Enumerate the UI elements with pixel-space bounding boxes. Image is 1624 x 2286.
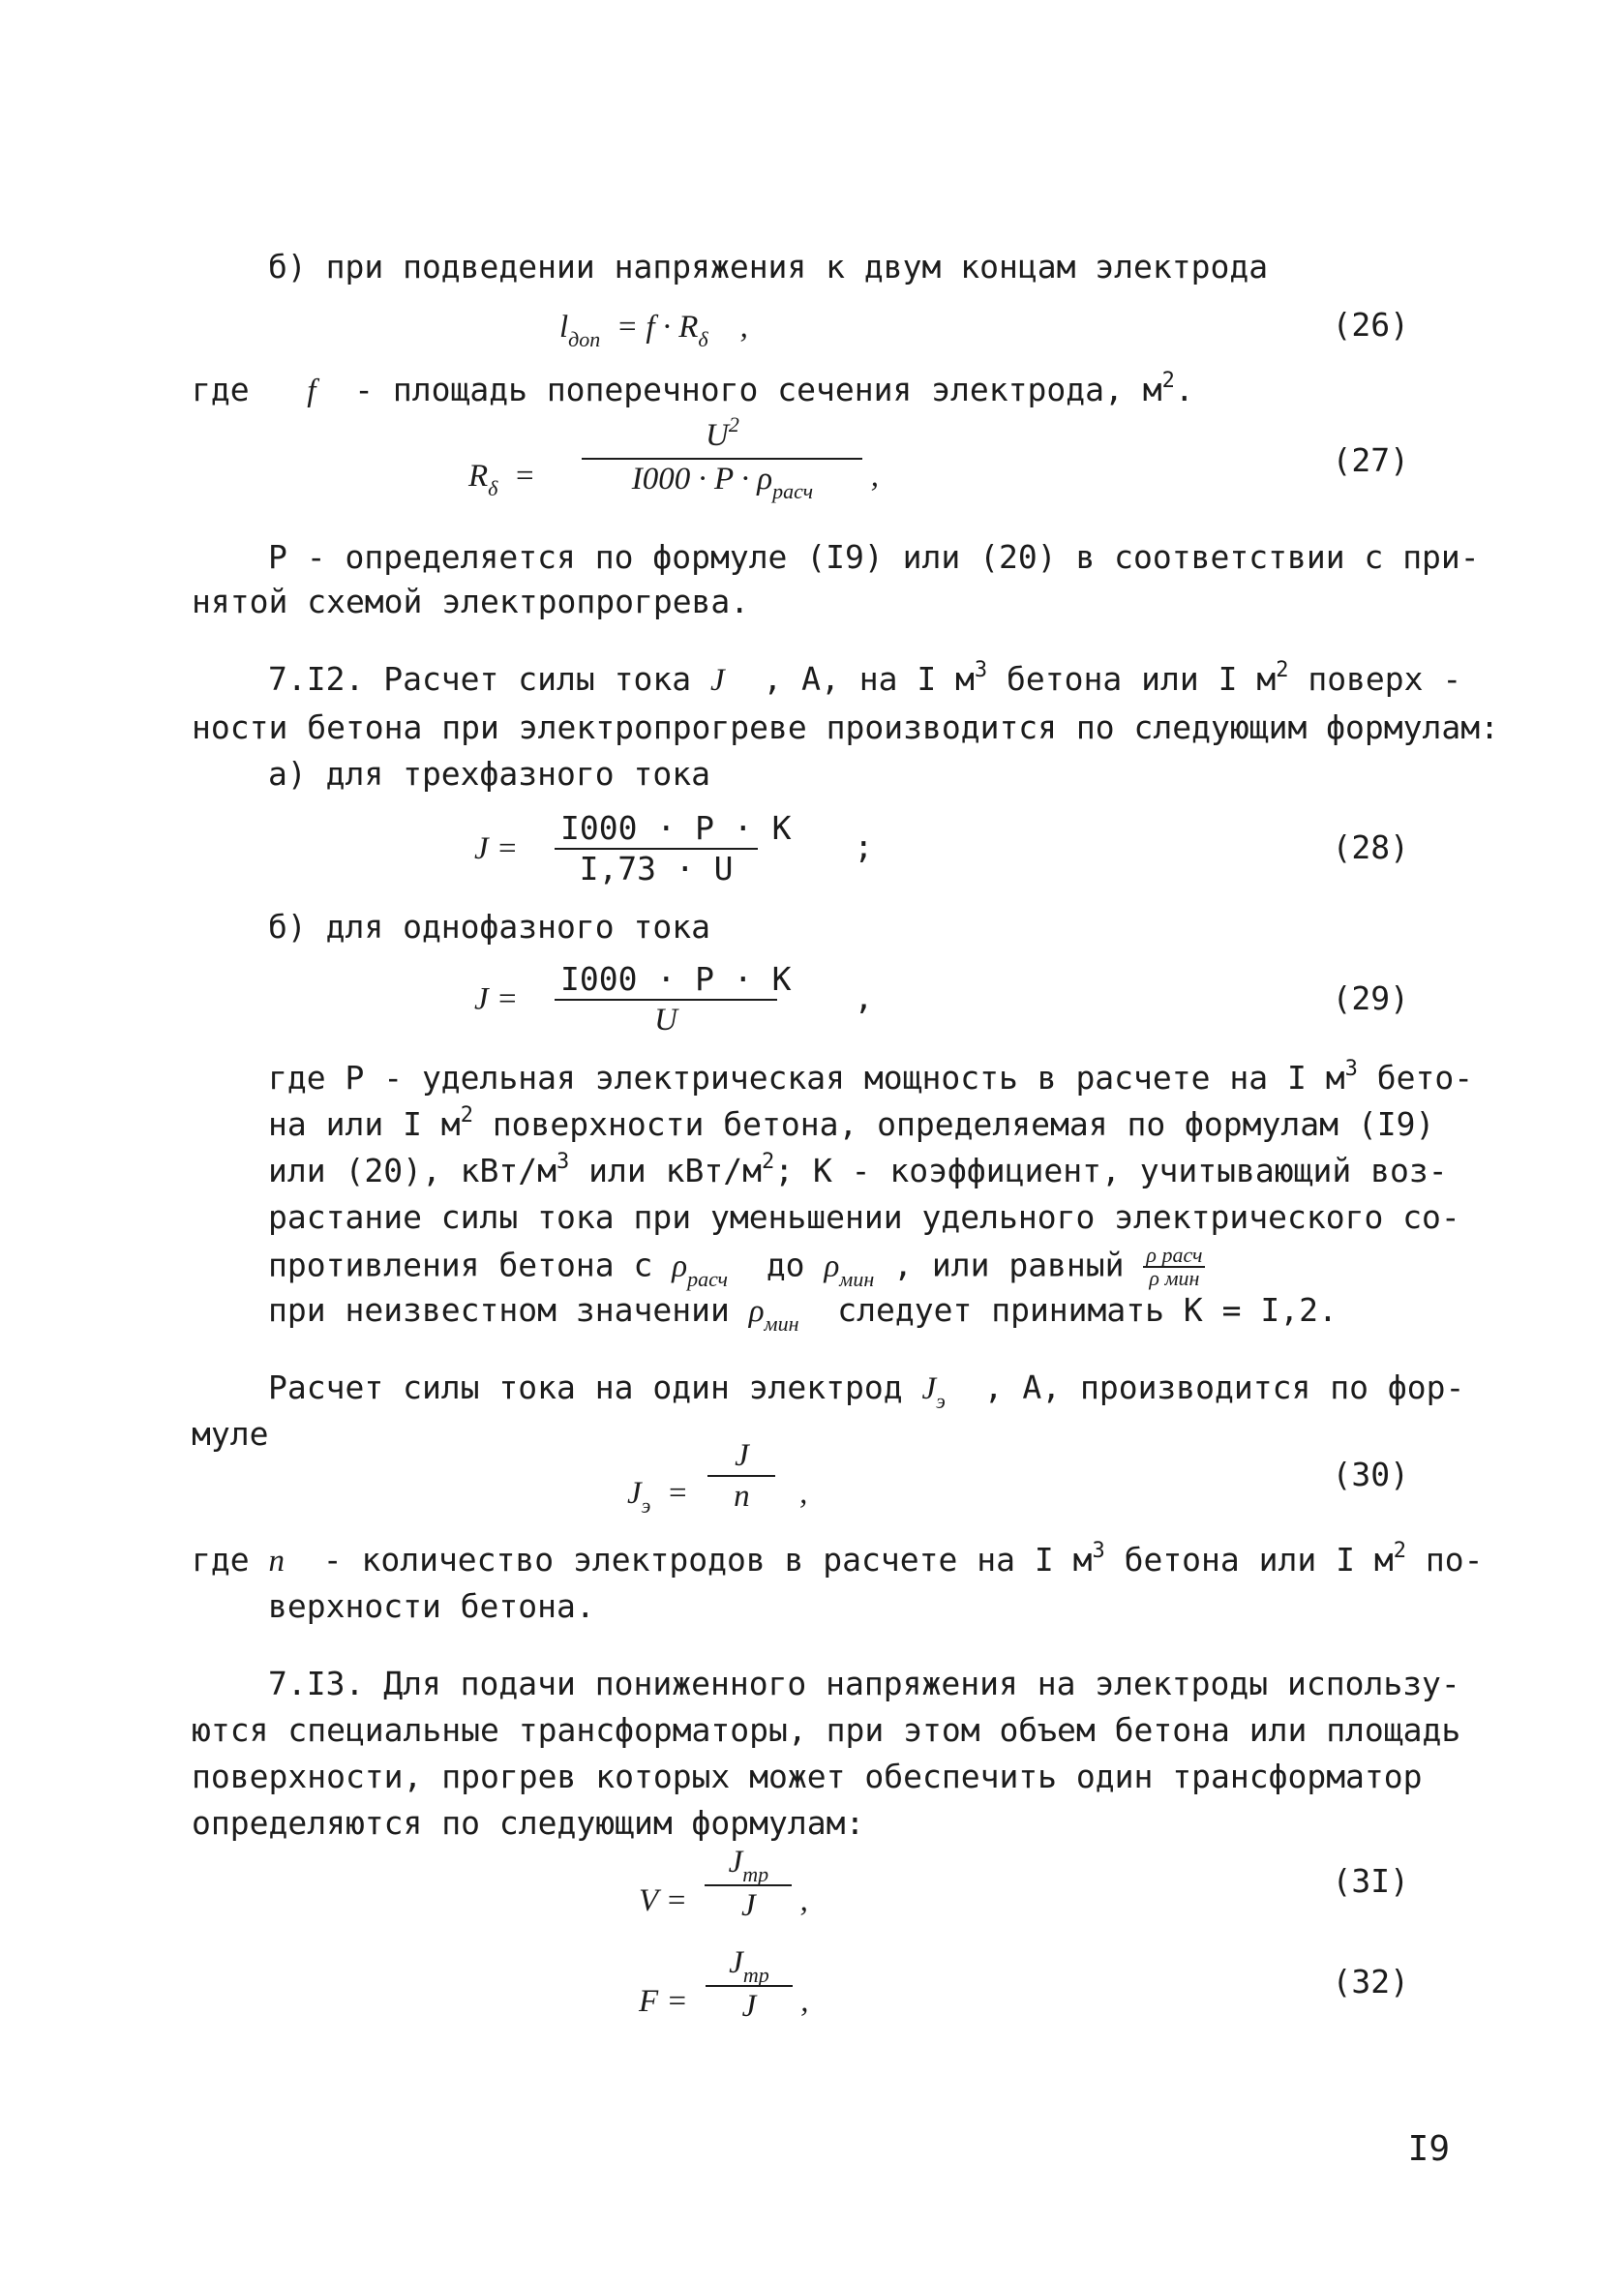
text-line: где f - площадь поперечного сечения электрода, $м^2$.: [192, 369, 1194, 408]
text-line: где Р - удельная электрическая мощность в расчете на I $м^3$ бето-: [268, 1057, 1474, 1097]
text-line: верхности бетона.: [268, 1587, 595, 1625]
page-number: I9: [1407, 2129, 1450, 2169]
equation-number-26: (26): [1332, 306, 1409, 344]
equation-number-28: (28): [1332, 828, 1409, 866]
section-7-13-heading: 7.I3. Для подачи пониженного напряжения на электроды использу-: [268, 1665, 1460, 1702]
text-line: противления бетона с $\rho_{расч}$ до $\rho_{мин}$ , или равный $\frac{\text{ρ расч}}{\text{ρ мин}}$: [268, 1245, 1205, 1289]
text-line: или (20), кВт/$м^3$ или кВт/$м^2$; К - коэффициент, учитывающий воз-: [268, 1150, 1448, 1189]
formula-30: $J_э$ = $\frac{J}{n}$ ,: [627, 1438, 808, 1518]
text-line: б) для однофазного тока: [268, 908, 710, 946]
text-line: а) для трехфазного тока: [268, 755, 710, 793]
formula-31: V = $\frac{J_{тр}}{J}$ ,: [639, 1845, 808, 1923]
text-line: б) при подведении напряжения к двум концам электрода: [268, 248, 1269, 286]
text-line: нятой схемой электропрогрева.: [192, 583, 750, 620]
equation-number-30: (30): [1332, 1456, 1409, 1493]
text-line: определяются по следующим формулам:: [192, 1804, 865, 1842]
text-line: поверхности, прогрев которых может обеспечить один трансформатор: [192, 1758, 1423, 1795]
equation-number-29: (29): [1332, 979, 1409, 1017]
text-line: где n - количество электродов в расчете на I $м^3$ бетона или I $м^2$ по-: [192, 1539, 1484, 1579]
text-line: ются специальные трансформаторы, при этом объем бетона или площадь: [192, 1711, 1461, 1749]
equation-number-31: (3I): [1332, 1862, 1409, 1900]
equation-number-32: (32): [1332, 1963, 1409, 2000]
text-line: при неизвестном значении $\rho_{мин}$ следует принимать К = I,2.: [268, 1291, 1338, 1336]
formula-27: $R_\delta$ = $\frac{U^2}{I000 \cdot P \cdot \rho_{расч}}$ ,: [468, 412, 879, 503]
formula-29: J = $\frac{I000 \cdot P \cdot K}{U}$ ,: [474, 960, 874, 1038]
text-line: ности бетона при электропрогреве производится по следующим формулам:: [192, 708, 1500, 746]
formula-26: $l_{доп} = f \cdot R_\delta$ ,: [559, 310, 748, 351]
equation-number-27: (27): [1332, 441, 1409, 479]
text-line: Р - определяется по формуле (I9) или (20) в соответствии с при-: [268, 538, 1480, 576]
section-7-12-heading: 7.I2. Расчет силы тока J , А, на I $м^3$ бетона или I $м^2$ поверх -: [268, 658, 1462, 698]
text-line: муле: [192, 1415, 269, 1453]
formula-28: J = $\frac{I000 \cdot P \cdot K}{I,73 \cdot U}$ ;: [474, 809, 874, 887]
formula-32: F = $\frac{J_{тр}}{J}$ ,: [639, 1945, 809, 2024]
text-line: Расчет силы тока на один электрод $J_э$ , А, производится по фор-: [268, 1369, 1465, 1413]
text-line: растание силы тока при уменьшении удельного электрического со-: [268, 1198, 1460, 1236]
text-line: на или I $м^2$ поверхности бетона, определяемая по формулам (I9): [268, 1103, 1435, 1143]
